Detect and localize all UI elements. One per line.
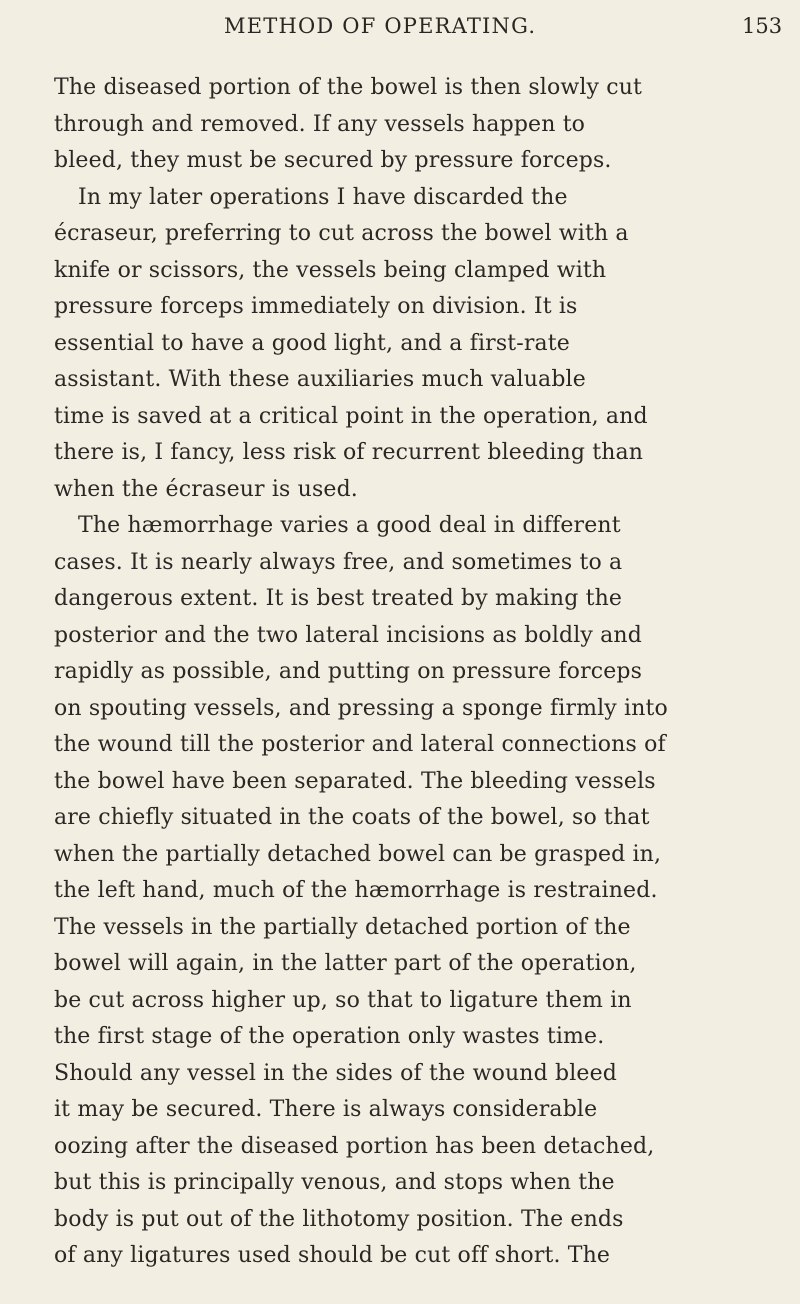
text-line: but this is principally venous, and stops when the (54, 1170, 615, 1195)
text-line: be cut across higher up, so that to ligature them in (54, 987, 632, 1013)
text-line: The vessels in the partially detached portion of the (54, 914, 631, 940)
text-line: Should any vessel in the sides of the wound bleed (54, 1060, 617, 1086)
text-line: In my later operations I have discarded the (78, 184, 568, 210)
text-line: through and removed. If any vessels happen to (54, 111, 586, 137)
text-line: it may be secured. There is always considerable (54, 1097, 598, 1122)
text-line: there is, I fancy, less risk of recurrent bleeding than (54, 440, 644, 465)
text-line: posterior and the two lateral incisions as boldly and (54, 622, 642, 648)
text-line: bowel will again, in the latter part of the operation, (54, 951, 637, 976)
text-line: the wound till the posterior and lateral connections of (54, 732, 666, 757)
running-head: METHOD OF OPERATING. (224, 14, 537, 38)
text-line: bleed, they must be secured by pressure forceps. (54, 148, 612, 173)
text-line: knife or scissors, the vessels being clamped with (54, 257, 607, 283)
body-text (54, 70, 790, 1275)
text-line: The hæmorrhage varies a good deal in different (78, 513, 621, 538)
text-line: cases. It is nearly always free, and sometimes to a (54, 549, 623, 575)
text-line: the first stage of the operation only wastes time. (54, 1024, 605, 1049)
text-line: when the écraseur is used. (54, 476, 358, 502)
text-line: the bowel have been separated. The bleeding vessels (54, 768, 656, 794)
text-line: pressure forceps immediately on division. It is (54, 294, 578, 319)
text-line: are chiefly situated in the coats of the bowel, so that (54, 805, 650, 830)
text-line: of any ligatures used should be cut off short. The (54, 1243, 611, 1268)
page-number: 153 (742, 14, 783, 38)
text-line: on spouting vessels, and pressing a sponge firmly into (54, 695, 668, 721)
text-line: rapidly as possible, and putting on pressure forceps (54, 659, 643, 684)
text-line: the left hand, much of the hæmorrhage is restrained. (54, 878, 658, 903)
text-line: oozing after the diseased portion has been detached, (54, 1133, 655, 1159)
text-line: dangerous extent. It is best treated by making the (54, 586, 623, 611)
text-line: body is put out of the lithotomy position. The ends (54, 1206, 624, 1232)
text-line: essential to have a good light, and a first-rate (54, 330, 570, 356)
text-line: écraseur, preferring to cut across the bowel with a (54, 221, 629, 246)
page-header (0, 8, 800, 48)
text-line: assistant. With these auxiliaries much valuable (54, 367, 586, 392)
text-line: time is saved at a critical point in the operation, and (54, 403, 648, 429)
text-line: The diseased portion of the bowel is then slowly cut (54, 75, 643, 100)
text-line: when the partially detached bowel can be grasped in, (54, 841, 662, 867)
